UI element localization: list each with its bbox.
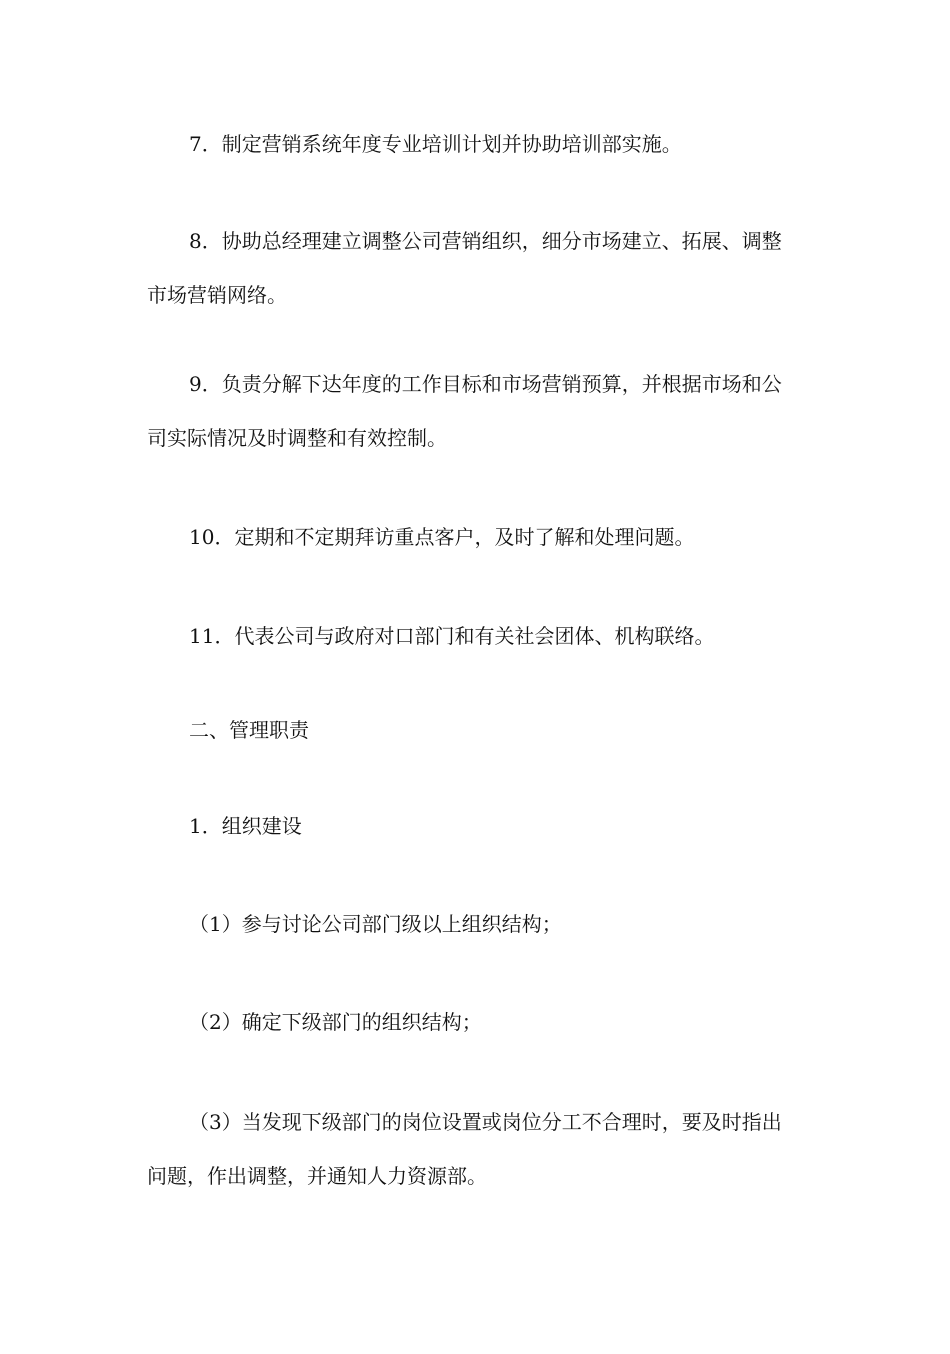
list-item-2: （2）确定下级部门的组织结构； (189, 1010, 482, 1034)
section-heading-management: 二、管理职责 (189, 718, 309, 742)
paragraph-item-8: 8．协助总经理建立调整公司营销组织，细分市场建立、拓展、调整市场营销网络。 (147, 229, 782, 307)
list-item-3: （3）当发现下级部门的岗位设置或岗位分工不合理时，要及时指出问题，作出调整，并通知人力资源部。 (147, 1110, 782, 1188)
subheading-organization: 1．组织建设 (189, 814, 302, 838)
paragraph-item-7: 7．制定营销系统年度专业培训计划并协助培训部实施。 (189, 132, 682, 156)
paragraph-item-10: 10．定期和不定期拜访重点客户，及时了解和处理问题。 (189, 525, 695, 549)
paragraph-item-11: 11．代表公司与政府对口部门和有关社会团体、机构联络。 (189, 624, 715, 648)
paragraph-item-9: 9．负责分解下达年度的工作目标和市场营销预算，并根据市场和公司实际情况及时调整和有效控制。 (147, 372, 782, 450)
list-item-1: （1）参与讨论公司部门级以上组织结构； (189, 912, 562, 936)
